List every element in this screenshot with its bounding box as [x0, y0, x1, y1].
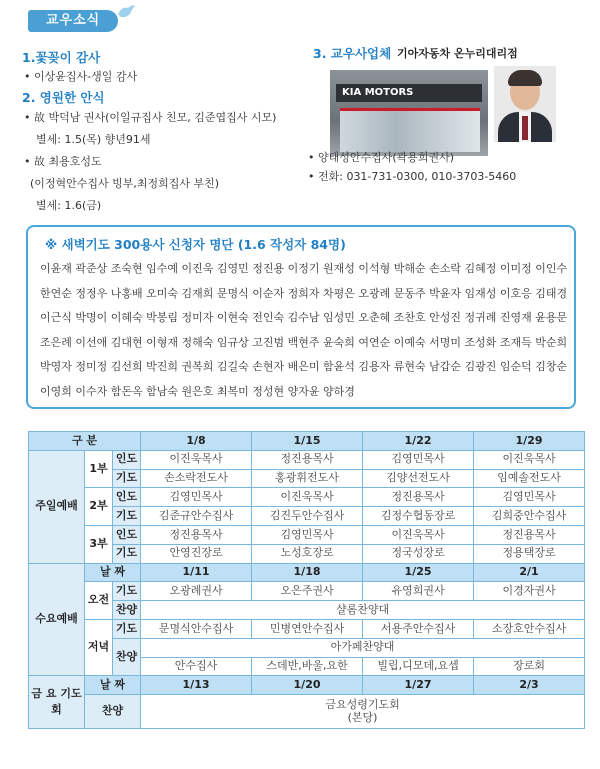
schedule-cell: 김영민목사 — [363, 450, 474, 469]
schedule-cell: 손소락전도사 — [141, 469, 252, 488]
wednesday-date: 1/25 — [363, 563, 474, 582]
schedule-cell: 이진욱목사 — [474, 450, 585, 469]
wednesday-worship-label: 수요예배 — [29, 563, 85, 676]
role-label: 인도 — [113, 488, 141, 507]
role-label: 찬양 — [113, 638, 141, 676]
business-title: 3. 교우사업체 — [313, 46, 392, 61]
role-label: 찬양 — [113, 601, 141, 620]
service-name: 1부 — [85, 450, 113, 488]
role-label: 찬양 — [85, 695, 141, 729]
schedule-cell: 문명식안수집사 — [141, 619, 252, 638]
role-label: 기도 — [113, 544, 141, 563]
storefront-glass — [340, 108, 480, 152]
schedule-cell: 김희중안수집사 — [474, 507, 585, 526]
sunday-date: 1/22 — [363, 432, 474, 451]
schedule-cell: 장로회 — [474, 657, 585, 676]
schedule-cell: 김영민목사 — [474, 488, 585, 507]
friday-date: 1/27 — [363, 676, 474, 695]
service-name: 3부 — [85, 525, 113, 563]
eternal-rest-line-2: 별세: 1.5(목) 향년91세 — [36, 133, 151, 146]
sunday-date: 1/8 — [141, 432, 252, 451]
choir-cell: 샬롬찬양대 — [141, 601, 585, 620]
schedule-cell: 소장호안수집사 — [474, 619, 585, 638]
schedule-cell: 정진용목사 — [141, 525, 252, 544]
dawn-prayer-box — [26, 225, 576, 409]
schedule-cell: 김준규안수집사 — [141, 507, 252, 526]
col-header: 구 분 — [29, 432, 141, 451]
role-label: 기도 — [113, 619, 141, 638]
schedule-cell: 이진욱목사 — [141, 450, 252, 469]
schedule-cell: 홍광휘전도사 — [252, 469, 363, 488]
eternal-rest-line-4: (이정혁안수집사 빙부,최정희집사 부친) — [30, 177, 220, 190]
schedule-cell: 정국성장로 — [363, 544, 474, 563]
schedule-cell: 노성호장로 — [252, 544, 363, 563]
role-label: 인도 — [113, 450, 141, 469]
schedule-cell: 김진두안수집사 — [252, 507, 363, 526]
wednesday-date: 2/1 — [474, 563, 585, 582]
sunday-date: 1/29 — [474, 432, 585, 451]
friday-date: 1/13 — [141, 676, 252, 695]
evening-label: 저녁 — [85, 619, 113, 675]
schedule-cell: 민병연안수집사 — [252, 619, 363, 638]
schedule-cell: 빌립,디모데,요셉 — [363, 657, 474, 676]
business-phone: • 전화: 031-731-0300, 010-3703-5460 — [308, 170, 517, 183]
schedule-cell: 김양선전도사 — [363, 469, 474, 488]
prayer-names-line: 조은례 이선애 김대현 이형재 정해숙 임규상 고진범 백현주 윤숙희 여연순 이예숙 서명미 조성화 조재득 박순희 — [40, 335, 568, 349]
section-header: 교우소식 — [28, 10, 118, 32]
schedule-cell: 오은주권사 — [252, 582, 363, 601]
role-label: 기도 — [113, 582, 141, 601]
schedule-cell: 김영민목사 — [141, 488, 252, 507]
schedule-cell: 이경자권사 — [474, 582, 585, 601]
morning-label: 오전 — [85, 582, 113, 620]
eternal-rest-line-5: 별세: 1.6(금) — [36, 199, 102, 212]
dealership-photo — [330, 70, 488, 156]
service-name: 2부 — [85, 488, 113, 526]
schedule-cell: 정진용목사 — [474, 525, 585, 544]
business-name: 기아자동차 온누리대리점 — [397, 47, 518, 60]
schedule-cell: 김정수협동장로 — [363, 507, 474, 526]
sunday-worship-label: 주일예배 — [29, 450, 85, 563]
friday-choir-cell — [141, 695, 585, 729]
schedule-cell: 오광례권사 — [141, 582, 252, 601]
owner-portrait — [494, 66, 556, 142]
dealership-sign: KIA MOTORS — [336, 84, 482, 102]
prayer-names-line: 이근식 박명이 이혜숙 박봉림 정미자 이현숙 전인숙 김수남 임성민 오춘혜 조찬호 안성진 정귀례 진영재 윤용문 — [40, 311, 568, 324]
role-label: 인도 — [113, 525, 141, 544]
schedule-cell: 정진용목사 — [363, 488, 474, 507]
friday-prayer-label: 금 요 기도회 — [29, 676, 85, 729]
schedule-cell: 안수집사 — [141, 657, 252, 676]
schedule-cell: 안영진장로 — [141, 544, 252, 563]
prayer-names-line: 한연순 정정우 나홍배 오미숙 김재희 문명식 이순자 정희자 차평은 오광례 문동주 박윤자 임재성 이호응 김태경 — [40, 286, 568, 300]
schedule-cell: 서용주안수집사 — [363, 619, 474, 638]
schedule-cell: 유영희권사 — [363, 582, 474, 601]
worship-schedule-table — [28, 431, 585, 729]
wednesday-date: 1/18 — [252, 563, 363, 582]
wednesday-date: 1/11 — [141, 563, 252, 582]
flower-thanks-title: 1.꽃꽂이 감사 — [22, 50, 101, 65]
prayer-names-line: 박영자 정미정 김선희 박진희 권복희 김길숙 손현자 배은미 함윤석 김용자 류현숙 남갑순 김광진 임순덕 김창순 — [40, 360, 568, 373]
friday-date: 2/3 — [474, 676, 585, 695]
date-label: 날 짜 — [85, 676, 141, 695]
prayer-names-line: 이영희 이수자 함돈옥 함남숙 원은호 최복미 정성현 양자윤 양하경 — [40, 384, 355, 398]
eternal-rest-title: 2. 영원한 안식 — [22, 90, 105, 105]
schedule-cell: 임예솔전도사 — [474, 469, 585, 488]
friday-choir-line-2: (본당) — [347, 710, 378, 724]
dawn-prayer-title: ※ 새벽기도 300용사 신청자 명단 (1.6 작성자 84명) — [45, 237, 346, 252]
schedule-cell: 이진욱목사 — [252, 488, 363, 507]
schedule-cell: 이진욱목사 — [363, 525, 474, 544]
business-owner: • 양태성안수집사(곽용희권사) — [308, 151, 455, 164]
friday-choir-line-1: 금요성령기도회 — [325, 698, 400, 712]
date-label: 날 짜 — [85, 563, 141, 582]
schedule-cell: 스데반,바울,요한 — [252, 657, 363, 676]
friday-date: 1/20 — [252, 676, 363, 695]
eternal-rest-line-1: • 故 박덕남 권사(이일규집사 친모, 김준엽집사 시모) — [24, 111, 277, 124]
choir-cell: 아가페찬양대 — [141, 638, 585, 657]
dove-icon — [116, 4, 136, 20]
flower-thanks-line: • 이상윤집사-생일 감사 — [24, 70, 138, 83]
sunday-date: 1/15 — [252, 432, 363, 451]
eternal-rest-line-3: • 故 최용호성도 — [24, 155, 102, 168]
schedule-cell: 김영민목사 — [252, 525, 363, 544]
schedule-cell: 정용택장로 — [474, 544, 585, 563]
role-label: 기도 — [113, 469, 141, 488]
role-label: 기도 — [113, 507, 141, 526]
schedule-cell: 정진용목사 — [252, 450, 363, 469]
prayer-names-line: 이윤재 곽준상 조숙현 임수예 이진욱 김영민 정진용 이정기 원재성 이석형 박해순 손소락 김혜정 이미정 이인수 — [40, 262, 568, 275]
